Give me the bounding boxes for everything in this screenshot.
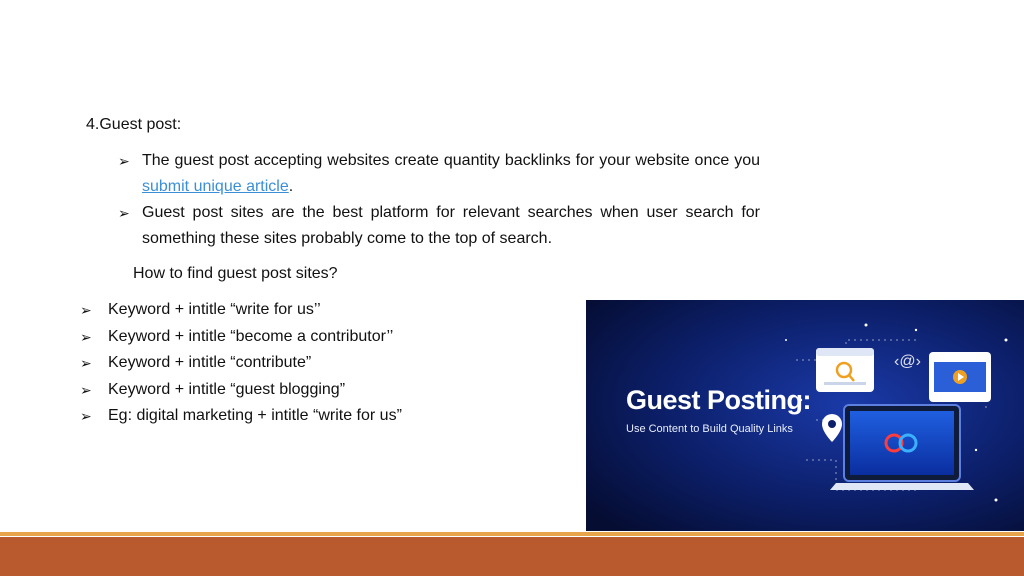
tip-text: Keyword + intitle “guest blogging” — [108, 380, 346, 398]
list-item — [80, 377, 402, 404]
section-heading: 4.Guest post: — [86, 116, 182, 133]
point-text: The guest post accepting websites create quantity backlinks for your website once you — [142, 152, 760, 169]
video-card-icon — [929, 352, 991, 402]
list-item — [118, 148, 760, 200]
list-item — [80, 350, 402, 377]
arrow-bullet-icon: ➢ — [80, 381, 92, 398]
list-item — [80, 297, 402, 324]
tip-text: Keyword + intitle “contribute” — [108, 354, 312, 371]
svg-text:‹@›: ‹@› — [894, 353, 921, 370]
list-item — [118, 200, 760, 252]
footer-accent-line — [0, 532, 1024, 536]
arrow-bullet-icon: ➢ — [118, 205, 130, 221]
submit-article-link[interactable]: submit unique article — [142, 178, 289, 195]
list-item — [80, 324, 402, 351]
search-tips-list — [80, 297, 402, 430]
arrow-bullet-icon: ➢ — [80, 408, 92, 424]
arrow-bullet-icon: ➢ — [80, 302, 92, 318]
guest-posting-banner — [586, 300, 1024, 531]
subheading: How to find guest post sites? — [133, 265, 338, 282]
tip-text: Keyword + intitle “become a contributor’’ — [108, 327, 394, 345]
arrow-bullet-icon: ➢ — [80, 328, 92, 345]
banner-title: Guest Posting: — [626, 385, 812, 415]
arrow-bullet-icon: ➢ — [80, 355, 92, 371]
tip-text: Eg: digital marketing + intitle “write for us” — [108, 407, 402, 424]
footer-bar — [0, 537, 1024, 576]
banner-subtitle: Use Content to Build Quality Links — [626, 423, 793, 435]
tip-text: Keyword + intitle “write for us’’ — [108, 301, 321, 318]
list-item — [80, 403, 402, 430]
search-card-icon — [816, 348, 874, 392]
guest-post-points — [118, 148, 760, 252]
arrow-bullet-icon: ➢ — [118, 153, 130, 169]
point-text-end: . — [288, 178, 294, 195]
laptop-icon — [830, 405, 974, 490]
point-text: Guest post sites are the best platform for relevant searches when user search for something these sites probably come to the top of search. — [142, 204, 760, 247]
